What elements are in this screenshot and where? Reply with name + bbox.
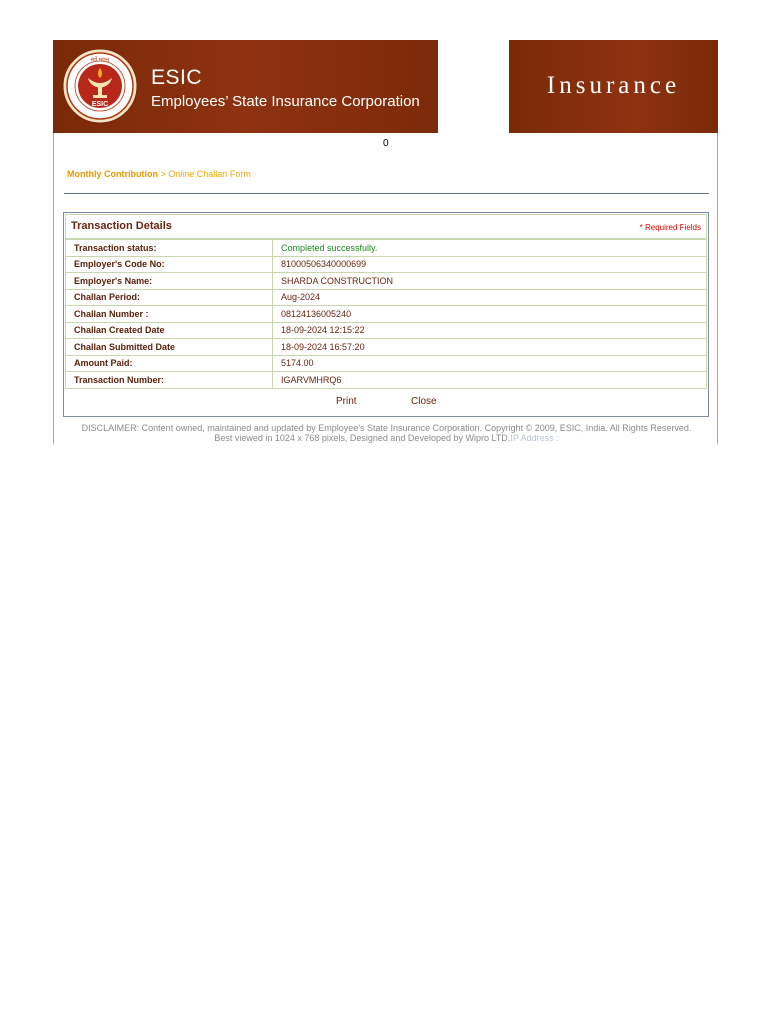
breadcrumb bbox=[67, 169, 251, 179]
org-full-name: Employees’ State Insurance Corporation bbox=[151, 93, 420, 110]
table-row bbox=[66, 355, 707, 372]
transaction-number-value: IGARVMHRQ6 bbox=[273, 372, 707, 389]
logo-text-top: सर्वे भवन्तु bbox=[90, 57, 110, 63]
row-label: Transaction Number: bbox=[66, 372, 273, 389]
transaction-details-table bbox=[65, 239, 707, 389]
challan-created-date-value: 18-09-2024 12:15:22 bbox=[273, 322, 707, 339]
employer-name-value: SHARDA CONSTRUCTION bbox=[273, 273, 707, 290]
breadcrumb-monthly-contribution[interactable]: Monthly Contribution bbox=[67, 169, 158, 179]
row-label: Amount Paid: bbox=[66, 355, 273, 372]
panel-title: Transaction Details bbox=[71, 220, 172, 232]
table-row bbox=[66, 339, 707, 356]
header-banner-right bbox=[509, 40, 718, 133]
divider bbox=[64, 193, 709, 194]
transaction-details-panel bbox=[63, 212, 709, 417]
counter-value: 0 bbox=[383, 138, 389, 149]
challan-period-value: Aug-2024 bbox=[273, 289, 707, 306]
challan-number-value: 08124136005240 bbox=[273, 306, 707, 323]
row-label: Challan Created Date bbox=[66, 322, 273, 339]
row-label: Challan Submitted Date bbox=[66, 339, 273, 356]
org-short-name: ESIC bbox=[151, 66, 203, 89]
row-label: Challan Number : bbox=[66, 306, 273, 323]
disclaimer-footer bbox=[54, 423, 719, 443]
breadcrumb-online-challan-form[interactable]: Online Challan Form bbox=[168, 169, 251, 179]
header-banner-left bbox=[53, 40, 438, 133]
table-row bbox=[66, 289, 707, 306]
site-header bbox=[53, 40, 718, 133]
panel-actions bbox=[64, 396, 708, 412]
ip-address-label: IP Address : bbox=[510, 433, 559, 443]
table-row bbox=[66, 322, 707, 339]
required-fields-note: * Required Fields bbox=[639, 223, 701, 232]
disclaimer-credits: Best viewed in 1024 x 768 pixels, Designed and Developed by Wipro LTD. bbox=[214, 433, 511, 443]
breadcrumb-separator: > bbox=[160, 169, 166, 179]
row-label: Employer's Code No: bbox=[66, 256, 273, 273]
panel-header bbox=[65, 214, 707, 239]
disclaimer-line-2 bbox=[54, 433, 719, 443]
close-button[interactable]: Close bbox=[411, 396, 437, 407]
transaction-status-value: Completed successfully. bbox=[273, 240, 707, 257]
challan-submitted-date-value: 18-09-2024 16:57:20 bbox=[273, 339, 707, 356]
table-row bbox=[66, 240, 707, 257]
row-label: Transaction status: bbox=[66, 240, 273, 257]
logo-text-bottom: ESIC bbox=[91, 101, 109, 108]
table-row bbox=[66, 306, 707, 323]
insurance-banner-text: Insurance bbox=[546, 72, 681, 99]
row-label: Challan Period: bbox=[66, 289, 273, 306]
print-button[interactable]: Print bbox=[336, 396, 357, 407]
row-label: Employer's Name: bbox=[66, 273, 273, 290]
disclaimer-line-1: DISCLAIMER: Content owned, maintained and updated by Employee's State Insurance Corporation. Copyright © 2009, ESIC, India. All Rights Reserved. bbox=[81, 423, 692, 433]
table-row bbox=[66, 256, 707, 273]
amount-paid-value: 5174.00 bbox=[273, 355, 707, 372]
table-row bbox=[66, 372, 707, 389]
esic-seal-logo-icon bbox=[62, 48, 138, 124]
employer-code-value: 81000506340000699 bbox=[273, 256, 707, 273]
table-row bbox=[66, 273, 707, 290]
